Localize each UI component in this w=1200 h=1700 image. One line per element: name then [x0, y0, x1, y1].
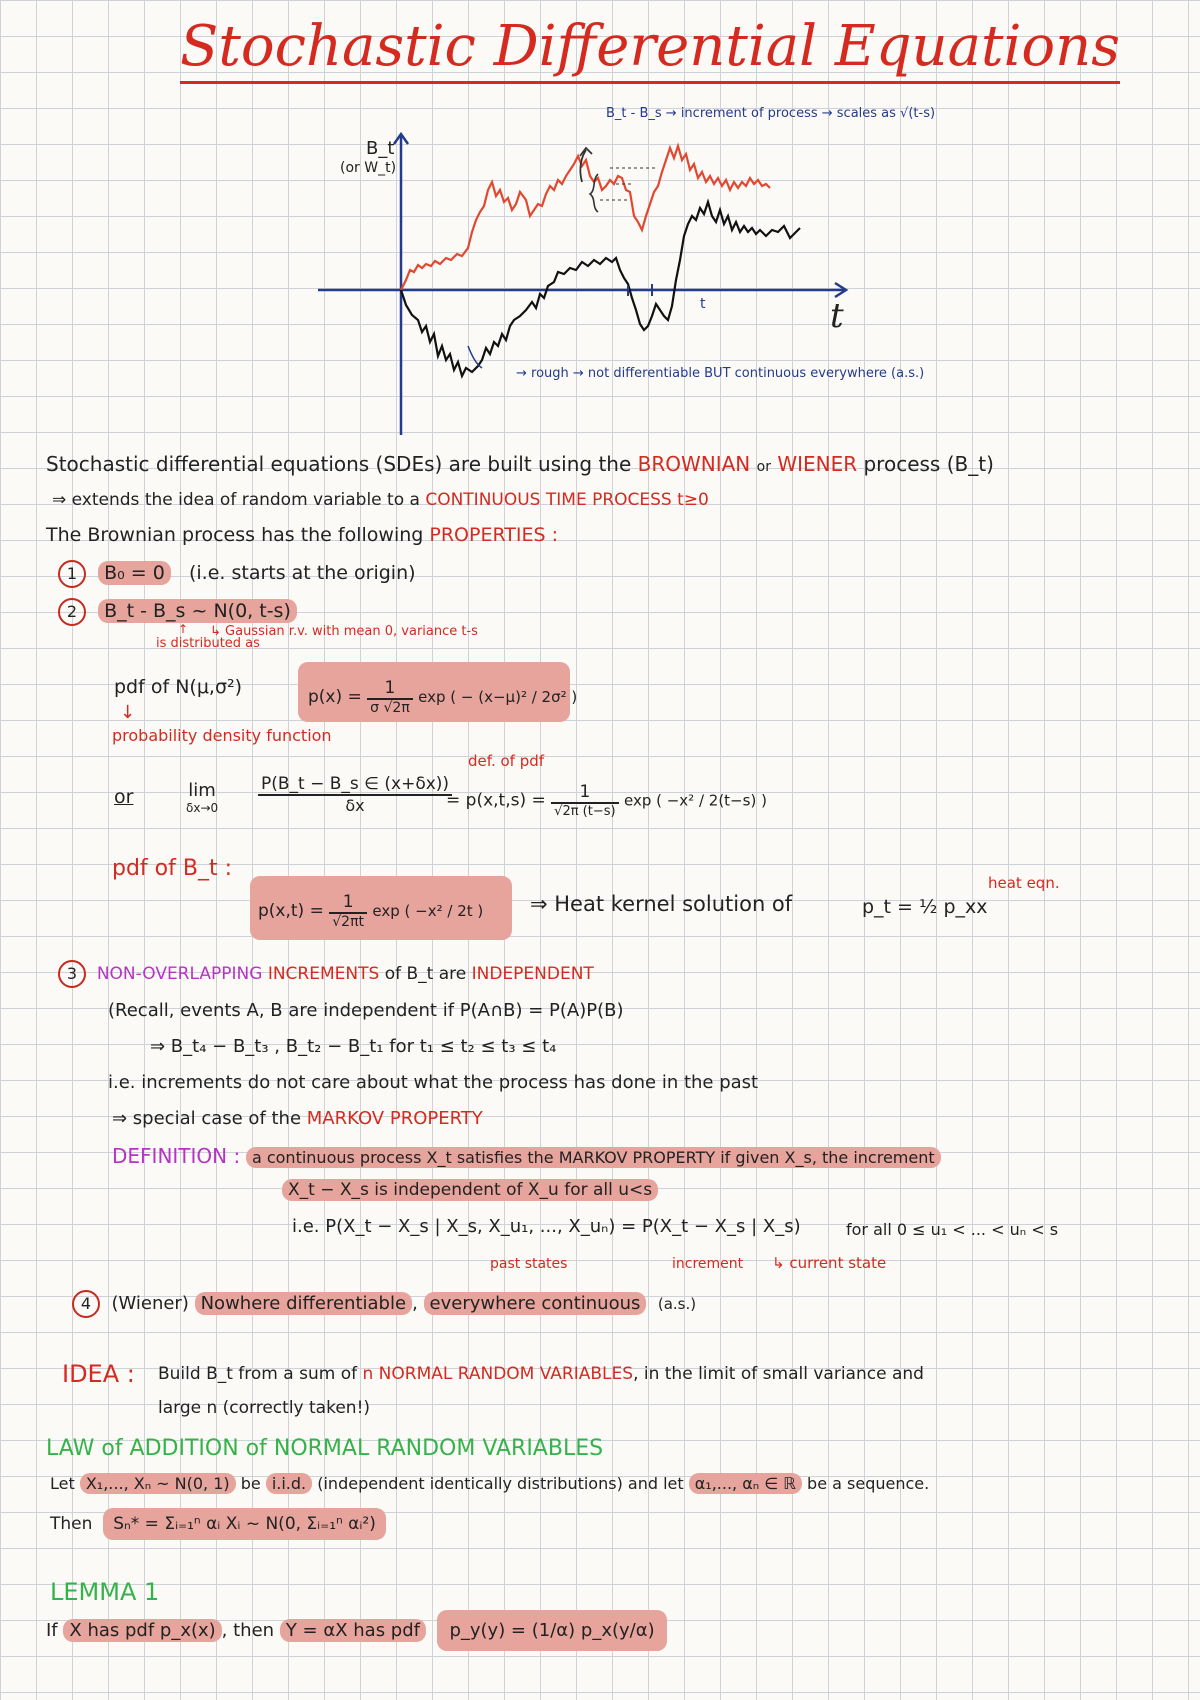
property-1-number: 1 [58, 560, 86, 588]
property-1: 1 B₀ = 0 (i.e. starts at the origin) [58, 560, 416, 588]
t-tick-label: t [700, 296, 706, 312]
y-axis-label-sub: (or W_t) [340, 160, 397, 176]
markov-ie: i.e. P(X_t − X_s | X_s, X_u₁, ..., X_uₙ) = P(X_t − X_s | X_s) [292, 1216, 801, 1237]
property-2: 2 B_t - B_s ~ N(0, t-s) [58, 598, 297, 626]
past-states-label: past states [490, 1256, 568, 1272]
pdf-fraction: $\frac{1}{\sigma √2\pi}$ [367, 678, 413, 716]
ie-line: i.e. increments do not care about what the process has done in the past [108, 1072, 759, 1093]
lemma-title: LEMMA 1 [50, 1578, 160, 1606]
property-2-number: 2 [58, 598, 86, 626]
dist-arrow: ↑ [178, 622, 189, 636]
property-3-title: 3 NON-OVERLAPPING INCREMENTS of B_t are INDEPENDENT [58, 960, 594, 988]
dist-note: is distributed as [156, 636, 260, 651]
property-4: 4 (Wiener) Nowhere differentiable , everywhere continuous (a.s.) [72, 1290, 696, 1318]
pdf-bt-label: pdf of B_t : [112, 856, 232, 881]
idea-text-2: large n (correctly taken!) [158, 1398, 371, 1418]
heat-eqn-note: heat eqn. [988, 874, 1060, 892]
intro-line-3: The Brownian process has the following PROPERTIES : [46, 524, 558, 546]
limit-fraction: $\frac{P(B\_t - B\_s \in (x+\delta x))}{\delta x}$ [258, 774, 452, 815]
markov-definition-2: X_t − X_s is independent of X_u for all u<s [282, 1180, 658, 1200]
idea-text: Build B_t from a sum of n NORMAL RANDOM VARIABLES, in the limit of small variance and [158, 1364, 924, 1384]
pdf-down-arrow: ↓ [120, 702, 136, 723]
idea-label: IDEA : [62, 1360, 135, 1388]
law-then: Then Sₙ* = Σᵢ₌₁ⁿ αᵢ Xᵢ ~ N(0, Σᵢ₌₁ⁿ αᵢ²) [50, 1514, 386, 1534]
heat-equation: p_t = ½ p_xx [862, 896, 988, 918]
pdf-label: pdf of N(μ,σ²) [114, 676, 243, 698]
def-pdf-note: def. of pdf [468, 752, 545, 770]
special-case-line: ⇒ special case of the MARKOV PROPERTY [112, 1108, 483, 1129]
current-state-label: ↳ current state [772, 1254, 887, 1272]
page-title: Stochastic Differential Equations [180, 14, 1120, 84]
pdf-formula-box: p(x) = $\frac{1}{\sigma √2\pi}$ exp ( − (x−μ)² / 2σ² ) [298, 662, 570, 722]
gauss-note: ↳ Gaussian r.v. with mean 0, variance t-s [210, 624, 478, 639]
increment-note: B_t - B_s → increment of process → scales as √(t-s) [606, 106, 936, 121]
heat-kernel-text: ⇒ Heat kernel solution of [530, 892, 793, 916]
property-3-number: 3 [58, 960, 86, 988]
independence-recall: (Recall, events A, B are independent if P(A∩B) = P(A)P(B) [108, 1000, 624, 1021]
pdf-caption: probability density function [112, 726, 332, 745]
markov-forall: for all 0 ≤ u₁ < ... < uₙ < s [846, 1220, 1059, 1239]
y-axis-label: B_t [366, 138, 395, 159]
rough-note: → rough → not differentiable BUT continuous everywhere (a.s.) [516, 366, 925, 381]
x-axis-label: t [830, 296, 844, 336]
limit-rhs: = p(x,t,s) = $\frac{1}{√2\pi (t-s)}$ exp ( −x² / 2(t−s) ) [446, 782, 767, 819]
intro-line-2: ⇒ extends the idea of random variable to a CONTINUOUS TIME PROCESS t≥0 [52, 490, 709, 510]
markov-definition: DEFINITION : a continuous process X_t satisfies the MARKOV PROPERTY if given X_s, the increment [112, 1144, 941, 1168]
lemma-text: If X has pdf p_x(x) , then Y = αX has pdf p_y(y) = (1/α) p_x(y/α) [46, 1620, 667, 1641]
increment-label: increment [672, 1256, 744, 1272]
lim-label: lim δx→0 [186, 780, 219, 815]
intro-line-1: Stochastic differential equations (SDEs) are built using the BROWNIAN or WIENER process (B_t) [46, 452, 994, 476]
property-4-number: 4 [72, 1290, 100, 1318]
increments-line: ⇒ B_t₄ − B_t₃ , B_t₂ − B_t₁ for t₁ ≤ t₂ ≤ t₃ ≤ t₄ [150, 1036, 557, 1057]
heat-kernel-box: p(x,t) = $\frac{1}{√2\pi t}$ exp ( −x² / 2t ) [250, 876, 512, 940]
law-title: LAW of ADDITION of NORMAL RANDOM VARIABLES [46, 1436, 604, 1461]
or-label: or [114, 786, 134, 808]
law-let: Let X₁,..., Xₙ ~ N(0, 1) be i.i.d. (independent identically distributions) and let α₁,..., αₙ ∈ ℝ be a sequence. [50, 1474, 930, 1493]
